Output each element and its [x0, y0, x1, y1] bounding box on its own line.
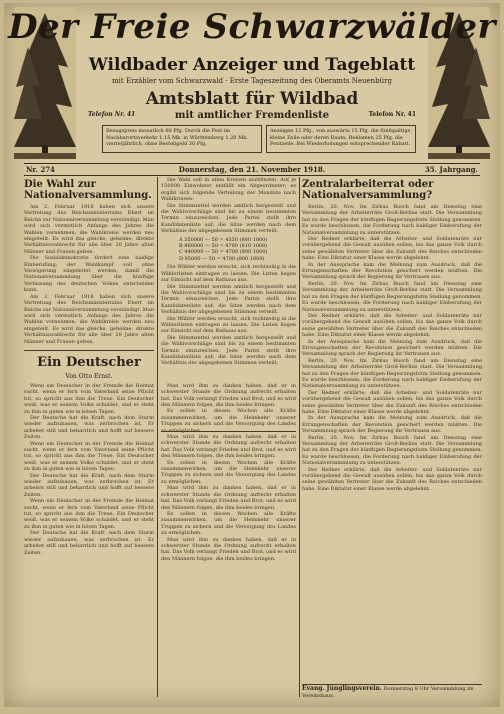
article-paragraph: Es sollen in diesen Wochen alle Kräfte zusammenwirken, um die Heimkehr unserer Truppen zu sichern und die Versorgung des Landes zu ermöglichen. [161, 510, 296, 537]
article-paragraph: Der Redner erklärte, daß die Arbeiter- und Soldatenräte nur vorübergehend die Gewalt ausüben sollen, bis das ganze Volk durch seine gewählten Vertreter über die Zukunft des Reiches entschieden habe. Eine Diktatur einer Klasse werde abgelehnt. [302, 466, 482, 492]
article-paragraph: Berlin, 20. Nov. Im Zirkus Busch fand am Dienstag eine Versammlung der Arbeiterräte Groß-Berlins statt. Die Versammlung hat zu den Fragen der künftigen Regierungsform Stellung genommen. Es wurde beschlossen, die Forderung nach baldiger Einberufung der Nationalversammlung zu unterstützen. [302, 434, 482, 467]
article-paragraph: Die Wahl soll in allen Kreisen stattfinden. Auf je 150000 Einwohner entfällt ein Abgeordneter; es ergibt sich folgende Verteilung der Mandate nach Wahlkreisen: [161, 177, 296, 203]
section-divider [24, 350, 154, 351]
section-divider [161, 431, 296, 432]
article-paragraph: Wenn ein Deutscher in der Fremde die Heimat sucht, wenn er fern vom Vaterland seine Pflicht tut, so spricht aus ihm die Treue. Ein Deutscher weiß, was er seinem Volke schuldet, und er steht zu ihm in guten wie in bösen Tagen. [24, 498, 154, 530]
article-paragraph: Der Redner erklärte, daß die Arbeiter- und Soldatenräte nur vorübergehend die Gewalt ausüben sollen, bis das ganze Volk durch seine gewählten Vertreter über die Zukunft des Reiches entschieden habe. Eine Diktatur einer Klasse werde abgelehnt. [302, 389, 482, 415]
article-author: Von Otto Ernst. [65, 372, 113, 380]
table-row: B 860000 — 50 = 4700 (810 1000) [179, 243, 268, 250]
article-paragraph: Man wird ihm zu danken haben, daß er in schwerster Stunde die Ordnung aufrecht erhalten hat. Das Volk verlangt Frieden und Brot, und es wird den Männern folgen, die ihm beides bringen. [161, 485, 296, 511]
article-paragraph: Der Deutsche hat die Kraft, nach dem Sturm wieder aufzubauen, was zerbrochen ist. Er arbeitet still und beharrlich und hofft auf bessere Zeiten. [24, 472, 154, 498]
classified-notice [302, 684, 482, 699]
article-headline: Die Wahl zur Nationalversammlung. [24, 179, 152, 201]
article-paragraph: In der Aussprache kam die Meinung zum Ausdruck, daß die Errungenschaften der Revolution gesichert werden müßten. Die Versammlung sprach der Regierung ihr Vertrauen aus. [302, 415, 482, 435]
fremdenliste-line: mit amtlicher Fremdenliste [174, 110, 330, 121]
article-paragraph: Die Stimmzettel werden amtlich hergestellt und die Wahlvorschläge sind bis zu einem bestimmten Termin einzureichen. Jede Partei stellt ihre Kandidatenliste auf; die Sitze werden nach dem Verhältnis der abgegebenen Stimmen verteilt. [161, 202, 296, 235]
newspaper-title: Der Freie Schwarzwälder [8, 7, 496, 47]
article-paragraph: Man wird ihm zu danken haben, daß er in schwerster Stunde die Ordnung aufrecht erhalten hat. Das Volk verlangt Frieden und Brot, und es wird den Männern folgen, die ihm beides bringen. [161, 382, 296, 408]
article-paragraph: Es sollen in diesen Wochen alle Kräfte zusammenwirken, um die Heimkehr unserer Truppen zu sichern und die Versorgung des Landes zu ermöglichen. [161, 459, 296, 485]
article-paragraph: Der Redner erklärte, daß die Arbeiter- und Soldatenräte nur vorübergehend die Gewalt ausüben sollen, bis das ganze Volk durch seine gewählten Vertreter über die Zukunft des Reiches entschieden habe. Eine Diktatur einer Klasse werde abgelehnt. [302, 236, 482, 262]
column-1 [24, 177, 154, 697]
article-paragraph: Der Deutsche hat die Kraft, nach dem Sturm wieder aufzubauen, was zerbrochen ist. Er arbeitet still und beharrlich und hofft auf bessere Zeiten. [24, 530, 154, 556]
article-paragraph: Man wird ihm zu danken haben, daß er in schwerster Stunde die Ordnung aufrecht erhalten hat. Das Volk verlangt Frieden und Brot, und es wird den Männern folgen, die ihm beides bringen. [161, 434, 296, 460]
subscription-price-box: Bezugspreis monatlich 60 Pfg. Durch die Post im Nachbarortsverkehr 1.15 Mk. in Württemberg 1.20 Mk. vierteljährlich, ohne Bestellgeld 30 Pfg. [102, 125, 262, 153]
table-row: C 440000 — 50 = 4700 (800 1000) [179, 249, 268, 256]
newspaper-tagline: mit Erzähler vom Schwarzwald · Erste Tageszeitung des Oberamts Neuenbürg [112, 77, 392, 85]
article-paragraph: Berlin, 20. Nov. Im Zirkus Busch fand am Dienstag eine Versammlung der Arbeiterräte Groß-Berlins statt. Die Versammlung hat zu den Fragen der künftigen Regierungsform Stellung genommen. Es wurde beschlossen, die Forderung nach baldiger Einberufung der Nationalversammlung zu unterstützen. [302, 204, 482, 236]
article-paragraph: In der Aussprache kam die Meinung zum Ausdruck, daß die Errungenschaften der Revolution gesichert werden müßten. Die Versammlung sprach der Regierung ihr Vertrauen aus. [302, 261, 482, 281]
issue-date: Donnerstag, den 21. November 1918. [178, 165, 326, 174]
newspaper-page [4, 3, 500, 707]
article-paragraph: Die Sozialdemokratie fordert eine baldige Einberufung; der Wahlkampf soll ohne Verzögerung eingeleitet werden, damit die Nationalversammlung über die künftige Verfassung des deutschen Volkes entscheiden kann. [24, 255, 154, 294]
newspaper-subtitle: Wildbader Anzeiger und Tageblatt [88, 55, 416, 75]
article-headline: Zentralarbeiterrat oder Nationalversammlung? [302, 179, 434, 201]
column-rule [299, 177, 300, 697]
article-paragraph: Es sollen in diesen Wochen alle Kräfte zusammenwirken, um die Heimkehr unserer Truppen zu sichern und die Versorgung des Landes [161, 408, 296, 428]
column-rule [157, 177, 158, 697]
issue-number: Nr. 274 [26, 165, 55, 174]
article-paragraph: Die Wähler werden ersucht, sich rechtzeitig in die Wählerlisten eintragen zu lassen. Die Listen liegen zur Einsicht auf dem Rathaus aus. [161, 315, 296, 335]
notice-title: Evang. Jünglingsverein. [302, 685, 382, 692]
amtsblatt-heading: Amtsblatt für Wildbad [145, 89, 359, 109]
telefon-right: Telefon Nr. 41 [368, 111, 416, 118]
article-paragraph: In der Aussprache kam die Meinung zum Ausdruck, daß die Errungenschaften der Revolution gesichert werden müßten. Die Versammlung sprach der Regierung ihr Vertrauen aus. [302, 338, 482, 358]
issue-volume: 35. Jahrgang. [424, 165, 478, 174]
article-paragraph: Wenn ein Deutscher in der Fremde die Heimat sucht, wenn er fern vom Vaterland seine Pflicht tut, so spricht aus ihm die Treue. Ein Deutscher weiß, was er seinem Volke schuldet, und er steht zu ihm in guten wie in bösen Tagen. [24, 382, 154, 415]
article-paragraph: Die Stimmzettel werden amtlich hergestellt und die Wahlvorschläge sind bis zu einem bestimmten Termin einzureichen. Jede Partei stellt ihre Kandidatenliste auf; die Sitze werden nach dem Verhältnis der abgegebenen Stimmen verteilt. [161, 283, 296, 316]
article-paragraph: Die Wähler werden ersucht, sich rechtzeitig in die Wählerlisten eintragen zu lassen. Die Listen liegen zur Einsicht auf dem Rathaus aus. [161, 264, 296, 284]
article-paragraph: Man wird ihm zu danken haben, daß er in schwerster Stunde die Ordnung aufrecht erhalten hat. Das Volk verlangt Frieden und Brot, und es wird den Männern folgen, die ihm beides bringen. [161, 536, 296, 562]
article-paragraph: Berlin, 20. Nov. Im Zirkus Busch fand am Dienstag eine Versammlung der Arbeiterräte Groß-Berlins statt. Die Versammlung hat zu den Fragen der künftigen Regierungsform Stellung genommen. Es wurde beschlossen, die Forderung nach baldiger Einberufung der Nationalversammlung zu unterstützen. [302, 357, 482, 390]
mandate-table [179, 237, 296, 263]
article-paragraph: Der Redner erklärte, daß die Arbeiter- und Soldatenräte nur vorübergehend die Gewalt ausüben sollen, bis das ganze Volk durch seine gewählten Vertreter über die Zukunft des Reiches entschieden habe. Eine Diktatur einer Klasse werde abgelehnt. [302, 312, 482, 339]
masthead [4, 3, 500, 161]
article-paragraph: Am 2. Februar 1918 haben sich unsere Vertretung des Reichsministeriums Ebert im Reiche zur Nationalversammlung verständigt. Man wird sich vermutlich Anfangs des Jahres die Wahlen vornehmen; die Wahlkreise werden neu eingeteilt. Es wird das gleiche, geheime, direkte Verhältniswahlrecht für alle über 20 Jahre alten Männer und Frauen gelten. [24, 293, 154, 345]
article-headline: Ein Deutscher [37, 354, 141, 370]
advertising-price-box: Anzeigen 12 Pfg., von auswärts 15 Pfg. die fünfspaltige kleine Zeile oder deren Raum. Reklamen 25 Pfg. die Petitzeile. Bei Wiederholungen entsprechender Rabatt. [266, 125, 416, 153]
article-paragraph: Am 2. Februar 1918 haben sich unsere Vertretung des Reichsministeriums Ebert im Reiche zur Nationalversammlung verständigt. Man wird sich vermutlich Anfangs des Jahres die Wahlen vornehmen; die Wahlkreise werden neu eingeteilt. Es wird das gleiche, geheime, direkte Verhältniswahlrecht für alle über 20 Jahre alten Männer und Frauen gelten. [24, 204, 154, 255]
notice-text: Donnerstag 8 Uhr Versammlung im Vereinshaus. [302, 686, 474, 699]
column-2 [161, 177, 296, 697]
table-row: A 350000 — 50 = 4350 (800 1000) [179, 236, 268, 243]
article-paragraph: Die Stimmzettel werden amtlich hergestellt und die Wahlvorschläge sind bis zu einem bestimmten Termin einzureichen. Jede Partei stellt ihre Kandidatenliste auf; die Sitze werden nach dem Verhältnis der abgegebenen Stimmen verteilt. [161, 334, 296, 367]
table-row: D 95000 — 50 = 4700 (800 1000) [179, 255, 265, 262]
dateline [24, 163, 480, 176]
column-3 [302, 177, 482, 697]
telefon-left: Telefon Nr. 41 [88, 111, 136, 118]
article-paragraph: Wenn ein Deutscher in der Fremde die Heimat sucht, wenn er fern vom Vaterland seine Pflicht tut, so spricht aus ihm die Treue. Ein Deutscher weiß, was er seinem Volke schuldet, und er steht zu ihm in guten wie in bösen Tagen. [24, 440, 154, 473]
article-paragraph: Der Deutsche hat die Kraft, nach dem Sturm wieder aufzubauen, was zerbrochen ist. Er arbeitet still und beharrlich und hofft auf bessere Zeiten. [24, 414, 154, 441]
article-paragraph: Berlin, 20. Nov. Im Zirkus Busch fand am Dienstag eine Versammlung der Arbeiterräte Groß-Berlins statt. Die Versammlung hat zu den Fragen der künftigen Regierungsform Stellung genommen. Es wurde beschlossen, die Forderung nach baldiger Einberufung der Nationalversammlung zu unterstützen. [302, 280, 482, 313]
